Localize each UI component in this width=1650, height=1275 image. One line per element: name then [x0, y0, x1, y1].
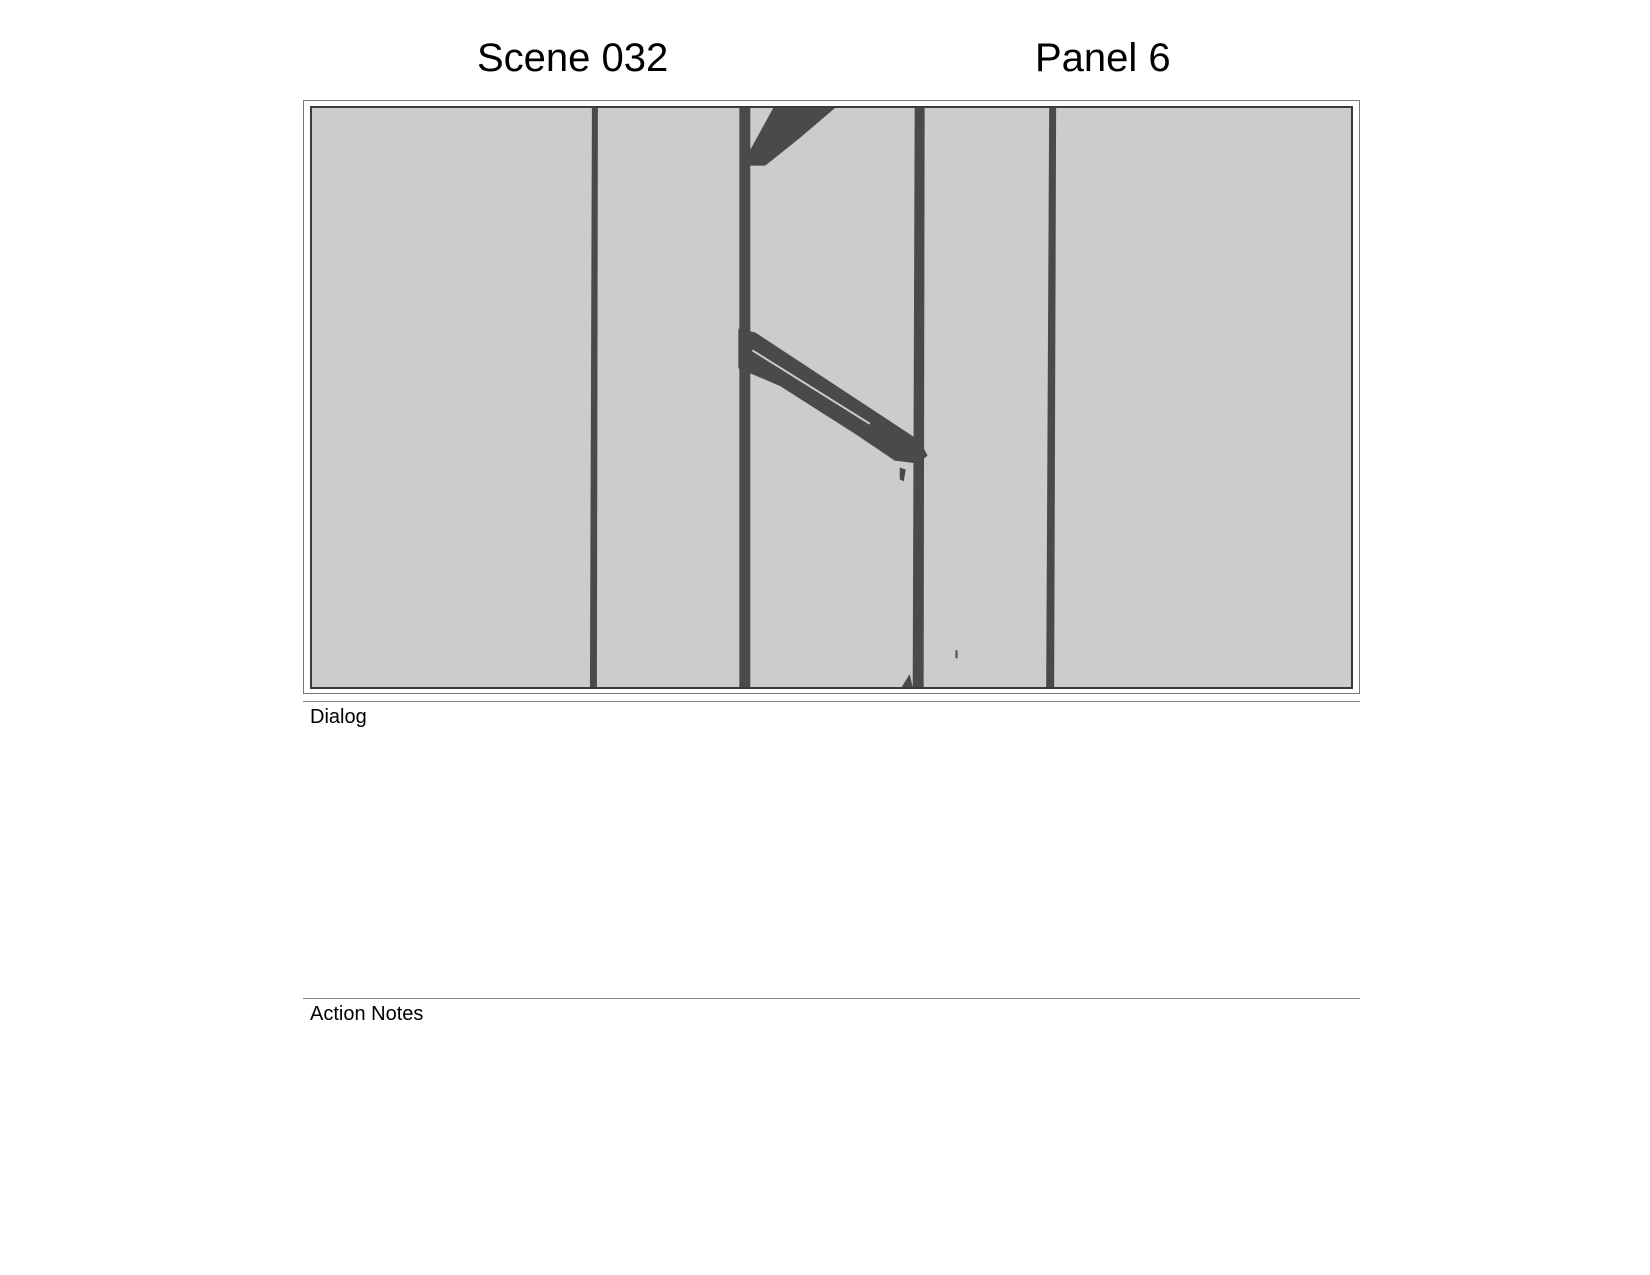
- dialog-area: [303, 730, 1360, 992]
- panel-number: Panel 6: [1035, 36, 1171, 80]
- pole-base: [902, 674, 913, 687]
- pole-left: [590, 108, 598, 687]
- brace-upper: [740, 108, 835, 170]
- brace-highlight: [752, 350, 870, 423]
- scene-number: Scene 032: [477, 36, 669, 80]
- pole-center-left: [739, 108, 750, 687]
- speck-mark: [956, 650, 958, 658]
- pole-right: [1046, 108, 1056, 687]
- debris-mark: [900, 468, 906, 482]
- action-notes-area: [303, 1027, 1360, 1257]
- brace-middle: [738, 328, 927, 463]
- dialog-label: Dialog: [310, 706, 367, 728]
- storyboard-panel-frame: [303, 100, 1360, 694]
- action-notes-divider: [303, 998, 1360, 999]
- dialog-divider: [303, 701, 1360, 702]
- sketch-drawing: [312, 108, 1351, 687]
- action-notes-label: Action Notes: [310, 1003, 424, 1025]
- pole-center-right: [913, 108, 925, 687]
- storyboard-sketch: [310, 106, 1353, 689]
